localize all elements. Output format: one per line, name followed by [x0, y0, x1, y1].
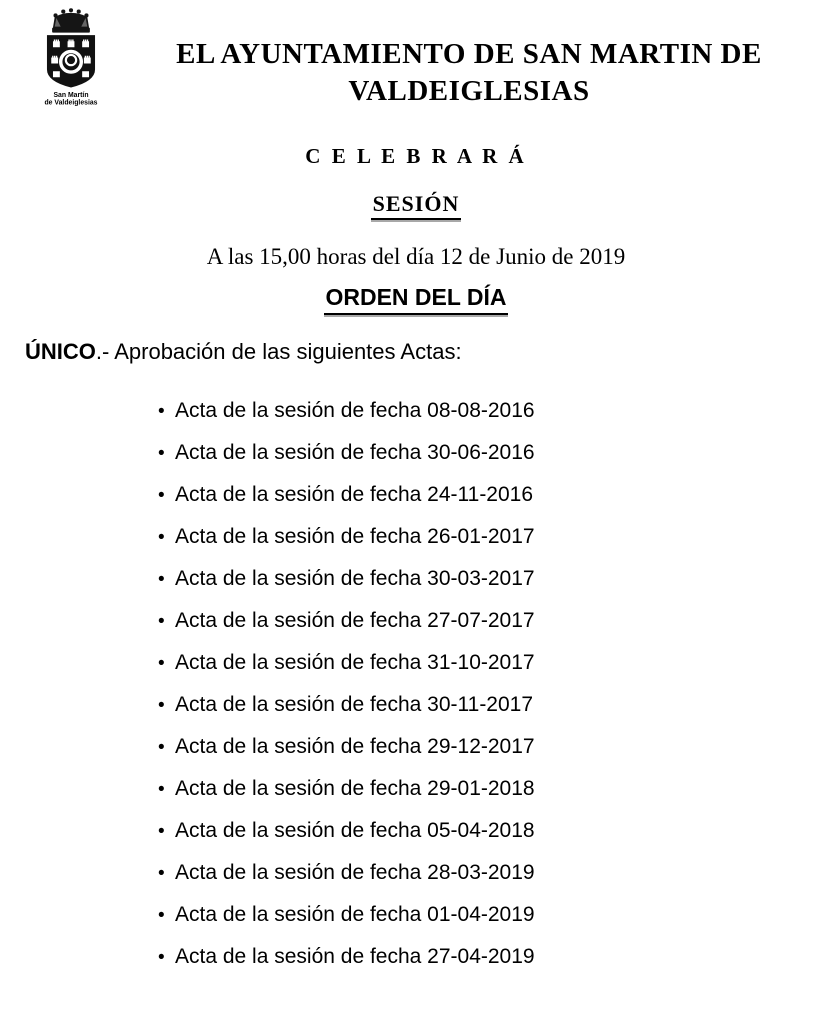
list-item-text: Acta de la sesión de fecha 30-11-2017 [175, 693, 534, 716]
list-item [158, 819, 832, 844]
logo-caption-line2: de Valdeiglesias [44, 99, 98, 107]
municipal-logo [28, 6, 114, 114]
list-item-text: Acta de la sesión de fecha 24-11-2016 [175, 483, 534, 506]
list-item [158, 693, 832, 718]
list-item [158, 777, 832, 802]
bullet-icon: • [158, 485, 165, 506]
document-title [140, 0, 798, 110]
title-line2: VALDEIGLESIAS [348, 75, 590, 107]
list-item [158, 903, 832, 928]
list-item [158, 525, 832, 550]
list-item-text: Acta de la sesión de fecha 28-03-2019 [175, 861, 535, 884]
list-item-text: Acta de la sesión de fecha 27-07-2017 [175, 609, 535, 632]
bullet-icon: • [158, 737, 165, 758]
bullet-icon: • [158, 401, 165, 422]
session-datetime: A las 15,00 horas del día 12 de Junio de 2019 [206, 244, 626, 269]
bullet-icon: • [158, 905, 165, 926]
list-item-text: Acta de la sesión de fecha 26-01-2017 [175, 525, 535, 548]
list-item-text: Acta de la sesión de fecha 29-12-2017 [175, 735, 535, 758]
list-item-text: Acta de la sesión de fecha 27-04-2019 [175, 945, 535, 968]
bullet-icon: • [158, 611, 165, 632]
orden-del-dia-heading: ORDEN DEL DÍA [324, 284, 507, 315]
list-item-text: Acta de la sesión de fecha 01-04-2019 [175, 903, 535, 926]
list-item [158, 441, 832, 466]
bullet-icon: • [158, 821, 165, 842]
logo-caption-line1: San Martín [53, 91, 89, 99]
bullet-icon: • [158, 947, 165, 968]
list-item [158, 861, 832, 886]
coat-of-arms-icon [28, 6, 114, 109]
bullet-icon: • [158, 527, 165, 548]
bullet-icon: • [158, 695, 165, 716]
list-item-text: Acta de la sesión de fecha 31-10-2017 [175, 651, 535, 674]
acta-list [158, 399, 832, 970]
bullet-icon: • [158, 569, 165, 590]
list-item [158, 735, 832, 760]
list-item-text: Acta de la sesión de fecha 30-06-2016 [175, 441, 535, 464]
celebrara-text: C E L E B R A R Á [305, 144, 527, 168]
list-item [158, 399, 832, 424]
bullet-icon: • [158, 779, 165, 800]
unico-paragraph [25, 339, 802, 365]
orden-row [0, 284, 832, 315]
title-line1: EL AYUNTAMIENTO DE SAN MARTIN DE [176, 38, 762, 70]
sesion-heading: SESIÓN [371, 191, 462, 220]
list-item-text: Acta de la sesión de fecha 08-08-2016 [175, 399, 535, 422]
bullet-icon: • [158, 863, 165, 884]
list-item-text: Acta de la sesión de fecha 30-03-2017 [175, 567, 535, 590]
list-item [158, 945, 832, 970]
list-item-text: Acta de la sesión de fecha 05-04-2018 [175, 819, 535, 842]
list-item-text: Acta de la sesión de fecha 29-01-2018 [175, 777, 535, 800]
bullet-icon: • [158, 653, 165, 674]
list-item [158, 483, 832, 508]
list-item [158, 651, 832, 676]
bullet-icon: • [158, 443, 165, 464]
list-item [158, 609, 832, 634]
unico-label: ÚNICO [25, 339, 96, 364]
list-item [158, 567, 832, 592]
unico-text: .- Aprobación de las siguientes Actas: [95, 339, 462, 364]
sesion-row [0, 191, 832, 220]
